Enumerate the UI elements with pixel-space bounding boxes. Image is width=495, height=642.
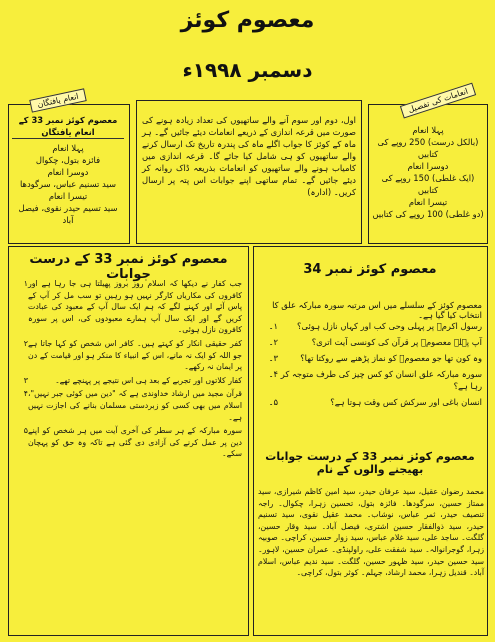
answer-item (14, 375, 242, 387)
answer-number: ۳ (23, 375, 28, 385)
question-item (258, 320, 482, 332)
issue-date: دسمبر ۱۹۹۸ء (182, 58, 313, 82)
question-number: ۲۔ (268, 337, 278, 347)
answer-item (14, 425, 242, 460)
prize-line: (دو غلطی) 100 روپے کی کتابیں (372, 209, 484, 219)
winners-title: معصوم کوئز نمبر 33 کے انعام یافتگان (12, 114, 124, 139)
prize-line: تیسرا انعام (408, 197, 448, 207)
quiz-intro: معصوم کوئز کے سلسلے میں اس مرتبہ سورہ مبارکہ علق کا انتخاب کیا گیا ہے۔ (272, 300, 482, 320)
answer-text: کفار کلاتوں اور تجربے کے بعد ہی اس نتیجے پر پہنچے تھے۔ (55, 375, 242, 385)
prize-line: دوسرا انعام (407, 161, 449, 171)
winners-list (12, 114, 124, 226)
answer-text: کفر حقیقی انکار کو کہتے ہیں۔ کافر اس شخص کو کہا جاتا ہے جو اللہ کو ایک نہ مانے، اس کے انبیاء کا منکر ہو اور قیامت کے دن پر ایمان نہ رکھے۔ (28, 338, 242, 372)
page-title: معصوم کوئز (180, 8, 315, 33)
answer-item (14, 338, 242, 373)
answer-number: ۵ (23, 426, 28, 436)
question-text: انسان باغی اور سرکش کس وقت ہوتا ہے؟ (330, 397, 482, 407)
answer-item (14, 278, 242, 336)
question-text: رسول اکرمؐ پر پہلی وحی کب اور کہاں نازل ہوئی؟ (297, 321, 482, 331)
question-item (258, 368, 482, 392)
question-text: آپ پہلے معصومؐ پر قرآن کی کونسی آیت اتری؟ (311, 337, 482, 347)
question-item (258, 336, 482, 348)
winner-line: دوسرا انعام (47, 167, 89, 177)
answer-text: سورہ مبارکہ کے ہر سطر کی آخری آیت میں ہر شخص کو اپنے دین پر عمل کرنے کی آزادی دی گئی ہے تاکہ وہ حق کو پہچان سکے۔ (28, 426, 242, 459)
winner-line: پہلا انعام (52, 143, 84, 153)
winner-line: فائزہ بتول، چکوال (35, 155, 101, 165)
prizes-badge: انعامات کی تفصیل (400, 83, 477, 119)
question-text: وہ کون تھا جو معصومؐ کو نماز پڑھنے سے روکتا تھا؟ (300, 353, 482, 363)
answers-list (14, 278, 242, 462)
senders-title: معصوم کوئز نمبر 33 کے درست جوابات بھیجنے والوں کے نام (265, 450, 475, 476)
answer-number: ۲ (23, 338, 28, 348)
winner-line: سید تسیم حیدر نقوی، فیصل آباد (18, 203, 118, 225)
winners-badge: انعام یافتگان (29, 88, 86, 112)
winner-line: سید تسنیم عباس، سرگودھا (19, 179, 116, 189)
notice-text: اول، دوم اور سوم آنے والے ساتھیوں کی تعداد زیادہ ہونے کی صورت میں قرعہ اندازی کے ذریعے انعامات دیئے جائیں گے۔ ہر ماہ کے کوئز کا جواب اگلے ماہ کی پندرہ تاریخ تک ارسال کرنے والے ساتھیوں کو ہی شامل کیا جائے گا۔ قرعہ اندازی میں کامیاب ہونے والے ساتھیوں کو انعامات بذریعہ ڈاک روانہ کر دیئے جائیں گے۔ تمام ساتھی اپنے جوابات اس پتہ پر ارسال کریں۔ (ادارہ) (142, 115, 356, 197)
answer-item (14, 388, 242, 423)
winner-line: تیسرا انعام (48, 191, 88, 201)
prizes-list (372, 124, 484, 220)
question-item (258, 396, 482, 408)
senders-list: محمد رضوان عقیل، سید عرفان حیدر، سید امین کاظم شیرازی، سید ممتاز حسین، سرگودھا۔ فائزہ بتول، تحسین زہرا، چکوال۔ راجہ تنصیف حیدر، ثمر عباس، نوشاب۔ محمد عقیل نقوی، سید تسنیم حیدر، سید ذوالفقار حسین اشتری، فیصل آباد۔ سید وقار حسین، گلگت۔ ساجد علی، سید غلام عباس، سید زوار حسین، کراچی۔ صوبیہ زہرا، گوجرانوالہ۔ سید شفقت علی، راولپنڈی۔ عمران حسین، لاہور۔ سید حسین حیدر، سید ظہور حسین، گلگت۔ سید ندیم عباس، اسلام آباد۔ قندیل زہرا، محمد ارشاد، جہلم۔ کوثر بتول، کراچی۔ (258, 487, 484, 578)
prize-line: پہلا انعام (412, 125, 444, 135)
prize-line: (بالکل درست) 250 روپے کی کتابیں (377, 137, 479, 159)
question-number: ۵۔ (268, 397, 278, 407)
answer-text: جب کفار نے دیکھا کہ اسلام روز بروز پھیلتا ہی جا رہا ہے اور کافروں کی مکاریاں کارگر نہیں ہو رہیں تو سب مل کر آپ کے پاس آئے اور کہنے لگے کہ ہم ایک سال آپ کے معبود کی عبادت کریں گے اور ایک سال آپ ہمارے معبودوں کی، اس پر سورہ کافرون نازل ہوئی۔ (28, 279, 242, 335)
answer-text: قرآن مجید میں ارشاد خداوندی ہے کہ "دین میں کوئی جبر نہیں"، اسلام میں بھی کسی کو زبردستی مسلمان بنانے کی اجازت نہیں ہے۔ (28, 389, 242, 422)
prize-line: (ایک غلطی) 150 روپے کی کتابیں (381, 173, 475, 195)
answers-title: معصوم کوئز نمبر 33 کے درست جوابات (29, 252, 228, 282)
question-number: ۴۔ (268, 369, 278, 379)
question-text: سورہ مبارکہ علق انسان کو کس چیز کی طرف متوجہ کر رہا ہے؟ (280, 369, 482, 391)
answer-number: ۱ (23, 279, 28, 288)
quiz-title: معصوم کوئز نمبر 34 (303, 262, 437, 277)
question-item (258, 352, 482, 364)
question-list (258, 320, 482, 412)
answer-number: ۴ (23, 389, 28, 399)
question-number: ۱۔ (268, 321, 278, 331)
question-number: ۳۔ (268, 353, 278, 363)
